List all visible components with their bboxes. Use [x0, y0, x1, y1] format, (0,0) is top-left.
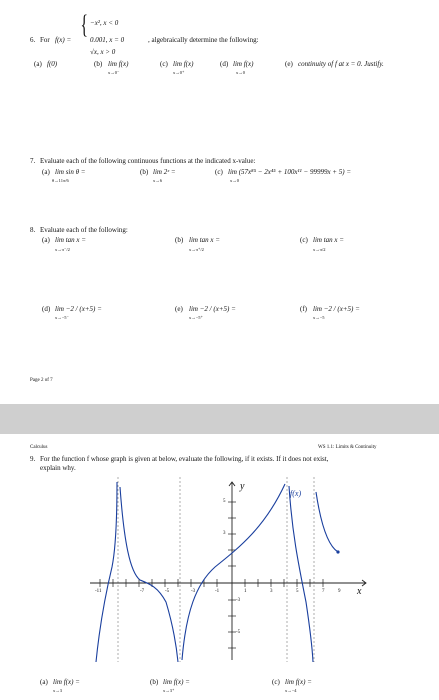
x-tick-label: 9	[338, 589, 341, 594]
curve-branch-3	[182, 481, 285, 660]
page-gap	[0, 404, 439, 434]
ticks	[100, 502, 323, 648]
q9-text2: explain why.	[40, 464, 76, 472]
header-right: WS 1.1: Limits & Continuity	[318, 445, 377, 450]
q8-text: Evaluate each of the following:	[40, 226, 128, 234]
y-tick-label: 3	[223, 531, 226, 536]
q6-piece2: 0.001, x = 0	[90, 36, 125, 44]
q8e-label: (e)	[175, 305, 183, 313]
curve-branch-2	[120, 487, 178, 662]
q8b-expr: lim tan x =	[189, 236, 220, 244]
q8f-label: (f)	[300, 305, 307, 313]
fx-label: f(x)	[290, 489, 302, 498]
q8e-expr: lim −2 / (x+5) =	[189, 305, 236, 313]
page-footer: Page 2 of 7	[30, 378, 53, 383]
q6d-expr: lim f(x)	[233, 60, 254, 68]
axes	[90, 482, 366, 660]
curve-branch-1	[96, 482, 117, 662]
function-graph	[0, 472, 439, 668]
q7c-label: (c)	[215, 168, 223, 176]
q6-lead: For	[40, 36, 50, 44]
q6c-sub: x→0⁺	[173, 70, 185, 75]
q8c-expr: lim tan x =	[313, 236, 344, 244]
x-tick-label: -3	[191, 589, 196, 594]
q7b-sub: x→6	[153, 178, 162, 183]
q8d-expr: lim −2 / (x+5) =	[55, 305, 102, 313]
q6d-sub: x→0	[236, 70, 245, 75]
q9c-label: (c)	[272, 678, 280, 686]
q6d-label: (d)	[220, 60, 229, 68]
q8f-sub: x→−5	[313, 315, 325, 320]
endpoint-dot	[336, 550, 339, 553]
header-left: Calculus	[30, 445, 48, 450]
q8-number: 8.	[30, 226, 36, 234]
q8e-sub: x→−5⁺	[189, 315, 203, 320]
q7a-label: (a)	[42, 168, 50, 176]
q9a-sub: x→3	[53, 688, 62, 693]
x-tick-label: 5	[296, 589, 299, 594]
q6e-label: (e)	[285, 60, 293, 68]
q9a-label: (a)	[40, 678, 48, 686]
x-tick-label: -11	[95, 589, 102, 594]
q8a-expr: lim tan x =	[55, 236, 86, 244]
q8d-label: (d)	[42, 305, 51, 313]
y-tick-label: 5	[223, 499, 226, 504]
y-tick-label: -3	[236, 598, 241, 603]
y-axis-label: y	[240, 481, 245, 492]
q6b-expr: lim f(x)	[108, 60, 129, 68]
q6-fx: f(x) =	[55, 36, 72, 44]
q6-instruction: , algebraically determine the following:	[148, 36, 259, 44]
q6-piece1: −x², x < 0	[90, 19, 119, 27]
q7a-sub: θ→11π/6	[52, 178, 69, 183]
q6b-sub: x→0⁻	[108, 70, 120, 75]
q6-piece3: √x, x > 0	[90, 48, 116, 56]
q9c-sub: x→−4	[285, 688, 297, 693]
x-tick-label: -7	[140, 589, 145, 594]
q8a-label: (a)	[42, 236, 50, 244]
q7b-expr: lim 2ˣ =	[153, 168, 176, 176]
q7b-label: (b)	[140, 168, 149, 176]
y-tick-label: -5	[236, 630, 241, 635]
q6b-label: (b)	[94, 60, 103, 68]
endpoints	[336, 550, 339, 553]
x-tick-label: -1	[215, 589, 220, 594]
x-tick-label: 3	[270, 589, 273, 594]
q8a-sub: x→π⁻/2	[55, 247, 70, 252]
asymptotes	[118, 477, 314, 662]
x-axis-label: x	[357, 586, 362, 597]
q9c-expr: lim f(x) =	[285, 678, 312, 686]
q7c-sub: x→0	[230, 178, 239, 183]
q8b-sub: x→π⁺/2	[189, 247, 204, 252]
q6-brace: {	[80, 10, 88, 39]
curve-branch-4	[289, 486, 313, 662]
q7-number: 7.	[30, 157, 36, 165]
q6a-expr: f(0)	[47, 60, 58, 68]
q9a-expr: lim f(x) =	[53, 678, 80, 686]
q6e-expr: continuity of f at x = 0. Justify.	[298, 60, 384, 68]
curve-branch-5	[316, 492, 338, 552]
q6c-label: (c)	[160, 60, 168, 68]
x-tick-label: 7	[322, 589, 325, 594]
q9b-label: (b)	[150, 678, 159, 686]
q8f-expr: lim −2 / (x+5) =	[313, 305, 360, 313]
q7-text: Evaluate each of the following continuous functions at the indicated x-value:	[40, 157, 256, 165]
q9-number: 9.	[30, 455, 36, 463]
worksheet-page-2	[0, 434, 439, 700]
x-tick-label: 1	[244, 589, 247, 594]
q8c-sub: x→π/2	[313, 247, 326, 252]
curves	[96, 482, 338, 662]
q6a-label: (a)	[34, 60, 42, 68]
q7a-expr: lim sin θ =	[55, 168, 86, 176]
q9b-expr: lim f(x) =	[163, 678, 190, 686]
x-tick-label: -5	[165, 589, 170, 594]
q6-number: 6.	[30, 36, 36, 44]
q9-text1: For the function f whose graph is given at below, evaluate the following, if it exists. If it does not exist,	[40, 455, 329, 463]
q9b-sub: x→3⁺	[163, 688, 175, 693]
q8d-sub: x→−5⁻	[55, 315, 69, 320]
q8b-label: (b)	[175, 236, 184, 244]
q7c-expr: lim (57x⁸⁵ − 2x⁴⁵ + 100x¹¹ − 99999x + 5) =	[228, 168, 352, 176]
q8c-label: (c)	[300, 236, 308, 244]
q6c-expr: lim f(x)	[173, 60, 194, 68]
